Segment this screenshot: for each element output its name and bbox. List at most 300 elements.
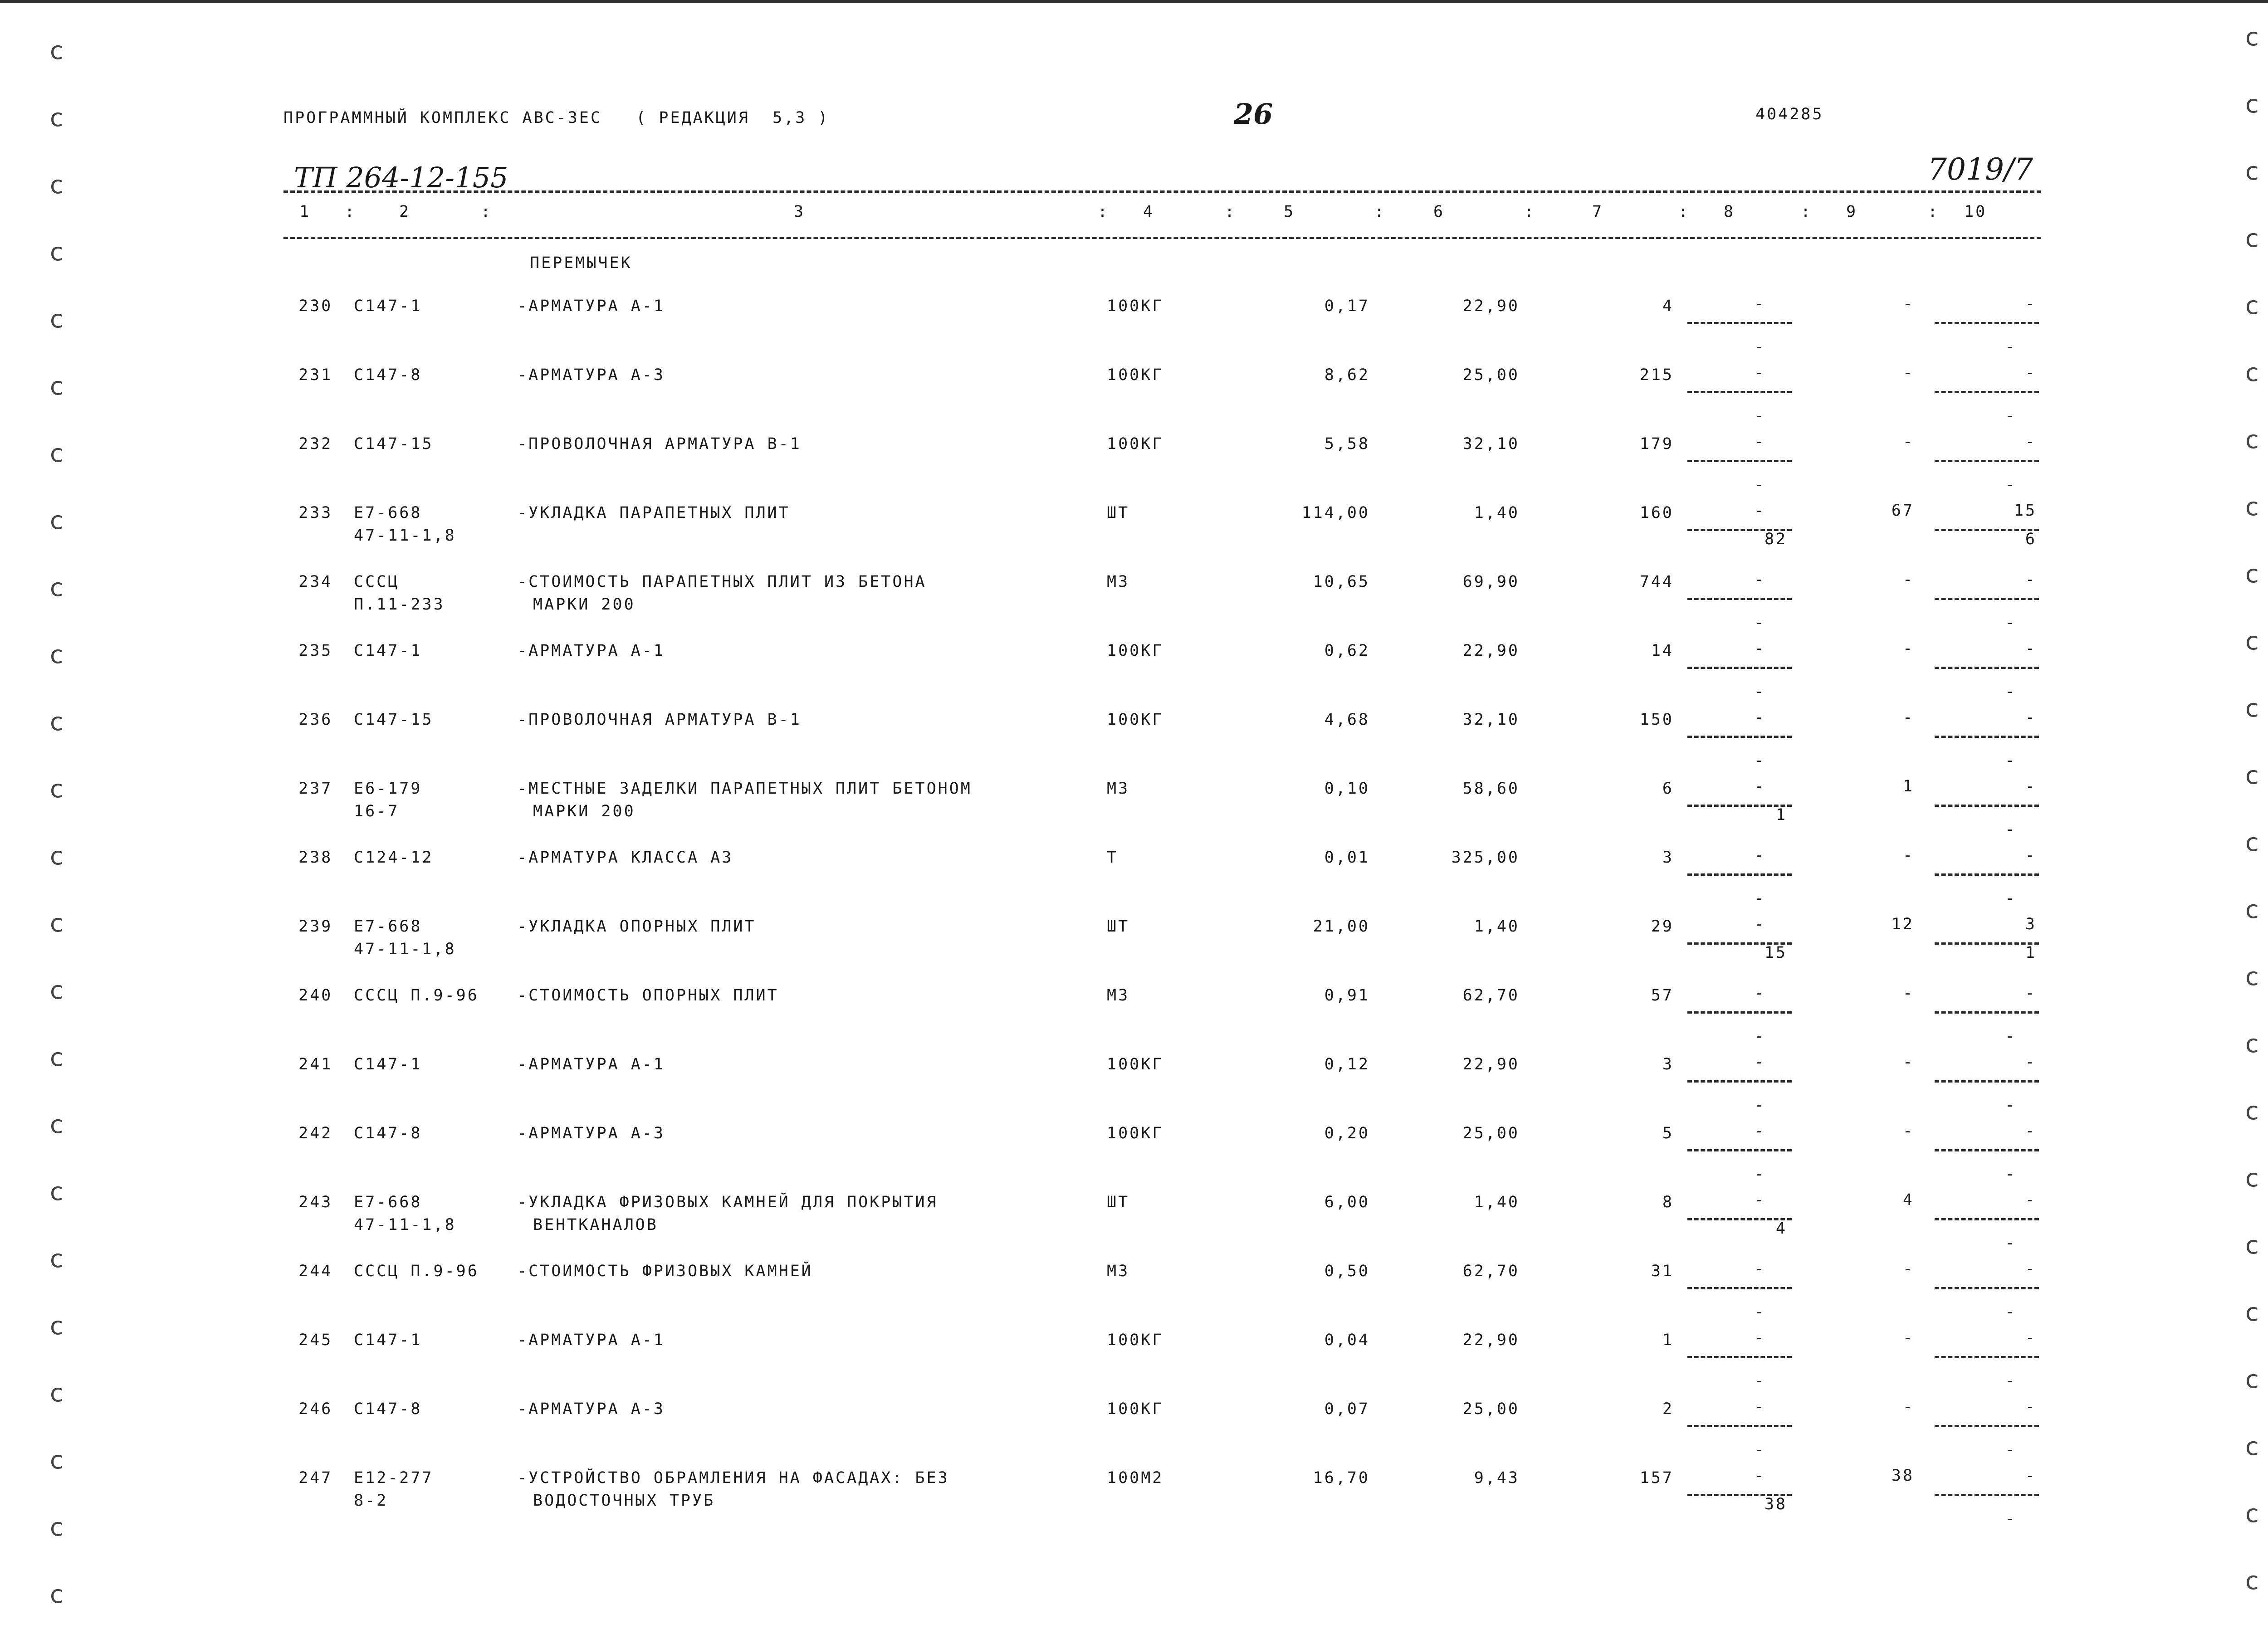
work-description: -ПРОВОЛОЧНАЯ АРМАТУРА В-1: [517, 435, 802, 453]
perforation-hole: с: [2245, 157, 2259, 185]
col10-rule: [1935, 1425, 2039, 1427]
total-cost: 29: [1651, 917, 1674, 936]
quantity: 16,70: [1313, 1469, 1370, 1487]
work-description: -УКЛАДКА ПАРАПЕТНЫХ ПЛИТ: [517, 504, 790, 522]
quantity: 0,91: [1324, 986, 1370, 1005]
col10-dash: -: [2005, 1510, 2017, 1528]
quantity: 8,62: [1324, 366, 1370, 384]
col8-value: -: [1755, 1122, 1766, 1140]
col10-dash: -: [2005, 476, 2017, 494]
rate-code: С147-15: [354, 711, 434, 729]
row-number: 232: [298, 435, 333, 453]
rate-code: С147-8: [354, 1400, 422, 1418]
col8-dash: -: [1755, 407, 1766, 425]
col10-dash: -: [2005, 1165, 2017, 1183]
col10-value: -: [2025, 433, 2037, 451]
col10-rule: [1935, 1287, 2039, 1289]
col10-bottom-value: 1: [2025, 944, 2037, 962]
paper-top-edge: [0, 0, 2268, 9]
total-cost: 3: [1662, 1055, 1674, 1073]
unit-price: 69,90: [1462, 573, 1520, 591]
unit: М3: [1107, 1262, 1130, 1280]
row-number: 239: [298, 917, 333, 936]
work-description-line2: МАРКИ 200: [533, 595, 635, 614]
row-number: 240: [298, 986, 333, 1005]
perforation-hole: с: [50, 1177, 64, 1206]
perforation-hole: с: [2245, 694, 2259, 722]
handwritten-sheet-number: 7019/7: [1928, 152, 2033, 187]
perforation-hole: с: [2245, 1029, 2259, 1058]
col10-dash: -: [2005, 683, 2017, 701]
col8-value: -: [1755, 984, 1766, 1002]
column-header-7: 7: [1592, 203, 1604, 221]
col10-dash: -: [2005, 1303, 2017, 1321]
perforation-hole: с: [50, 506, 64, 535]
unit: 100КГ: [1107, 1331, 1164, 1349]
col8-dash: -: [1755, 1303, 1766, 1321]
col10-dash: -: [2005, 338, 2017, 356]
rate-code-line2: 16-7: [354, 802, 400, 820]
perforation-hole: с: [50, 1580, 64, 1609]
perforation-hole: с: [50, 439, 64, 468]
col8-rule: [1687, 736, 1792, 738]
total-cost: 8: [1662, 1193, 1674, 1211]
total-cost: 5: [1662, 1124, 1674, 1142]
total-cost: 3: [1662, 849, 1674, 867]
perforation-hole: с: [2245, 962, 2259, 991]
work-description-line2: МАРКИ 200: [533, 802, 635, 820]
col10-dash: -: [2005, 1372, 2017, 1390]
section-title: ПЕРЕМЫЧЕК: [530, 254, 632, 272]
perforation-hole: с: [2245, 224, 2259, 253]
quantity: 5,58: [1324, 435, 1370, 453]
col8-value: -: [1755, 708, 1766, 727]
unit-price: 25,00: [1462, 1124, 1520, 1142]
col8-dash: -: [1755, 1096, 1766, 1114]
unit-price: 62,70: [1462, 1262, 1520, 1280]
work-description-line2: ВЕНТКАНАЛОВ: [533, 1216, 658, 1234]
work-description: -СТОИМОСТЬ ОПОРНЫХ ПЛИТ: [517, 986, 779, 1005]
unit: Т: [1107, 849, 1119, 867]
quantity: 0,04: [1324, 1331, 1370, 1349]
work-description: -АРМАТУРА А-1: [517, 642, 665, 660]
col10-value: -: [2025, 1329, 2037, 1347]
col9-value: -: [1902, 708, 1914, 727]
col10-value: -: [2025, 1053, 2037, 1071]
col10-dash: -: [2005, 407, 2017, 425]
row-number: 235: [298, 642, 333, 660]
unit-price: 22,90: [1462, 642, 1520, 660]
col8-value: -: [1755, 1329, 1766, 1347]
perforation-hole: с: [2245, 828, 2259, 857]
work-description: -СТОИМОСТЬ ФРИЗОВЫХ КАМНЕЙ: [517, 1262, 813, 1280]
total-cost: 31: [1651, 1262, 1674, 1280]
col8-dash: -: [1755, 889, 1766, 907]
col10-rule: [1935, 1218, 2039, 1220]
work-description-line2: ВОДОСТОЧНЫХ ТРУБ: [533, 1492, 715, 1510]
row-number: 236: [298, 711, 333, 729]
col10-rule: [1935, 805, 2039, 807]
col10-value: 3: [2025, 915, 2037, 933]
work-description: -АРМАТУРА А-3: [517, 366, 665, 384]
total-cost: 160: [1639, 504, 1674, 522]
perforation-hole: с: [2245, 1298, 2259, 1327]
row-number: 230: [298, 297, 333, 315]
col10-dash: -: [2005, 614, 2017, 632]
rate-code-line2: 47-11-1,8: [354, 527, 456, 545]
total-cost: 215: [1639, 366, 1674, 384]
unit-price: 1,40: [1474, 917, 1520, 936]
col8-value: -: [1755, 846, 1766, 864]
perforation-hole: с: [50, 1043, 64, 1072]
col8-rule: [1687, 1356, 1792, 1358]
col10-rule: [1935, 1080, 2039, 1083]
col8-dash: -: [1755, 338, 1766, 356]
column-separator: :: [345, 203, 357, 221]
unit: ШТ: [1107, 917, 1130, 936]
col8-value: -: [1755, 915, 1766, 933]
col8-dash: -: [1755, 476, 1766, 494]
perforation-hole: с: [50, 1110, 64, 1139]
total-cost: 744: [1639, 573, 1674, 591]
rate-code: С124-12: [354, 849, 434, 867]
unit-price: 22,90: [1462, 1331, 1520, 1349]
work-description: -УКЛАДКА ФРИЗОВЫХ КАМНЕЙ ДЛЯ ПОКРЫТИЯ: [517, 1193, 938, 1211]
work-description: -АРМАТУРА А-3: [517, 1400, 665, 1418]
col9-value: -: [1902, 639, 1914, 658]
col10-value: -: [2025, 639, 2037, 658]
unit-price: 25,00: [1462, 1400, 1520, 1418]
total-cost: 6: [1662, 780, 1674, 798]
col9-value: -: [1902, 984, 1914, 1002]
col10-rule: [1935, 1011, 2039, 1014]
unit: ШТ: [1107, 1193, 1130, 1211]
col10-bottom-value: 6: [2025, 530, 2037, 548]
col9-value: -: [1902, 433, 1914, 451]
col8-dash: -: [1755, 1441, 1766, 1459]
col10-value: -: [2025, 1260, 2037, 1278]
work-description: -УСТРОЙСТВО ОБРАМЛЕНИЯ НА ФАСАДАХ: БЕЗ: [517, 1469, 949, 1487]
column-header-6: 6: [1433, 203, 1445, 221]
rate-code: Е7-668: [354, 504, 422, 522]
perforation-hole: с: [50, 707, 64, 736]
col8-bottom-value: 1: [1775, 806, 1787, 824]
col10-dash: -: [2005, 751, 2017, 770]
col8-dash: -: [1755, 1372, 1766, 1390]
col10-dash: -: [2005, 1441, 2017, 1459]
col9-value: -: [1902, 295, 1914, 313]
col10-value: -: [2025, 571, 2037, 589]
col8-rule: [1687, 460, 1792, 462]
perforation-hole: с: [50, 976, 64, 1005]
col8-value: -: [1755, 1467, 1766, 1485]
perforation-hole: с: [2245, 1164, 2259, 1192]
perforation-hole: с: [2245, 1365, 2259, 1394]
unit-price: 32,10: [1462, 435, 1520, 453]
col8-value: -: [1755, 1053, 1766, 1071]
col8-dash: -: [1755, 1027, 1766, 1045]
col9-value: 12: [1891, 915, 1914, 933]
quantity: 10,65: [1313, 573, 1370, 591]
perforation-hole: с: [50, 305, 64, 333]
quantity: 4,68: [1324, 711, 1370, 729]
col10-dash: -: [2005, 1027, 2017, 1045]
col10-rule: [1935, 736, 2039, 738]
unit: М3: [1107, 986, 1130, 1005]
col8-dash: -: [1755, 683, 1766, 701]
total-cost: 150: [1639, 711, 1674, 729]
perforation-hole: с: [2245, 1499, 2259, 1528]
unit: 100КГ: [1107, 1124, 1164, 1142]
unit-price: 9,43: [1474, 1469, 1520, 1487]
row-number: 234: [298, 573, 333, 591]
quantity: 0,50: [1324, 1262, 1370, 1280]
col8-dash: -: [1755, 614, 1766, 632]
row-number: 241: [298, 1055, 333, 1073]
unit-price: 325,00: [1451, 849, 1520, 867]
rate-code: С147-1: [354, 297, 422, 315]
col10-rule: [1935, 322, 2039, 324]
col10-value: -: [2025, 984, 2037, 1002]
col8-value: -: [1755, 433, 1766, 451]
col8-bottom-value: 38: [1764, 1495, 1787, 1513]
row-number: 231: [298, 366, 333, 384]
col8-bottom-value: 82: [1764, 530, 1787, 548]
col8-rule: [1687, 1080, 1792, 1083]
quantity: 0,10: [1324, 780, 1370, 798]
column-separator: :: [1801, 203, 1813, 221]
col8-rule: [1687, 1011, 1792, 1014]
column-separator: :: [481, 203, 493, 221]
unit-price: 1,40: [1474, 1193, 1520, 1211]
column-header-1: 1: [299, 203, 311, 221]
perforation-hole: с: [2245, 1566, 2259, 1595]
col8-value: -: [1755, 295, 1766, 313]
col10-rule: [1935, 598, 2039, 600]
col9-value: -: [1902, 1053, 1914, 1071]
col10-value: -: [2025, 1122, 2037, 1140]
col9-value: 38: [1891, 1467, 1914, 1485]
col8-value: -: [1755, 364, 1766, 382]
program-title: ПРОГРАММНЫЙ КОМПЛЕКС АВС-3ЕС ( РЕДАКЦИЯ 5,3 ): [284, 109, 830, 127]
rate-code-line2: 47-11-1,8: [354, 1216, 456, 1234]
unit: 100КГ: [1107, 297, 1164, 315]
work-description: -АРМАТУРА А-1: [517, 1055, 665, 1073]
perforation-hole: с: [2245, 895, 2259, 924]
work-description: -АРМАТУРА А-1: [517, 1331, 665, 1349]
unit-price: 32,10: [1462, 711, 1520, 729]
col10-value: -: [2025, 1467, 2037, 1485]
column-separator: :: [1098, 203, 1110, 221]
col8-rule: [1687, 667, 1792, 669]
col8-value: -: [1755, 571, 1766, 589]
perforation-hole: с: [50, 171, 64, 199]
column-separator: :: [1928, 203, 1940, 221]
unit-price: 62,70: [1462, 986, 1520, 1005]
rate-code: С147-1: [354, 642, 422, 660]
work-description: -ПРОВОЛОЧНАЯ АРМАТУРА В-1: [517, 711, 802, 729]
rate-code: Е7-668: [354, 917, 422, 936]
perforation-hole: с: [50, 1513, 64, 1541]
perforation-hole: с: [50, 909, 64, 937]
row-number: 238: [298, 849, 333, 867]
total-cost: 1: [1662, 1331, 1674, 1349]
col10-rule: [1935, 1356, 2039, 1358]
col10-value: -: [2025, 295, 2037, 313]
unit-price: 22,90: [1462, 297, 1520, 315]
col8-value: -: [1755, 1398, 1766, 1416]
rate-code: СССЦ П.9-96: [354, 986, 479, 1005]
col8-value: -: [1755, 1260, 1766, 1278]
total-cost: 2: [1662, 1400, 1674, 1418]
row-number: 245: [298, 1331, 333, 1349]
perforation-hole: с: [50, 1312, 64, 1340]
column-header-3: 3: [794, 203, 806, 221]
col8-rule: [1687, 598, 1792, 600]
handwritten-project-number: ТП 264-12-155: [294, 161, 508, 194]
unit: 100КГ: [1107, 366, 1164, 384]
rate-code: Е7-668: [354, 1193, 422, 1211]
col9-value: -: [1902, 364, 1914, 382]
unit: ШТ: [1107, 504, 1130, 522]
col8-value: -: [1755, 777, 1766, 795]
column-header-10: 10: [1964, 203, 1987, 221]
quantity: 0,62: [1324, 642, 1370, 660]
unit: 100КГ: [1107, 1400, 1164, 1418]
col10-rule: [1935, 873, 2039, 876]
quantity: 114,00: [1301, 504, 1370, 522]
unit: М3: [1107, 780, 1130, 798]
rate-code: СССЦ П.9-96: [354, 1262, 479, 1280]
col9-value: -: [1902, 1398, 1914, 1416]
column-separator: :: [1374, 203, 1386, 221]
perforation-hole: с: [2245, 291, 2259, 320]
perforation-hole: с: [2245, 1097, 2259, 1125]
col10-rule: [1935, 460, 2039, 462]
perforation-hole: с: [50, 238, 64, 266]
col10-dash: -: [2005, 1234, 2017, 1252]
row-number: 247: [298, 1469, 333, 1487]
col8-value: -: [1755, 502, 1766, 520]
row-number: 244: [298, 1262, 333, 1280]
rate-code: Е6-179: [354, 780, 422, 798]
quantity: 0,17: [1324, 297, 1370, 315]
column-header-5: 5: [1284, 203, 1295, 221]
column-separator: :: [1678, 203, 1690, 221]
header-rule-bottom: [284, 237, 2041, 239]
col10-value: -: [2025, 1191, 2037, 1209]
perforation-hole: с: [50, 372, 64, 400]
col10-value: 15: [2014, 502, 2037, 520]
perforation-hole: с: [2245, 90, 2259, 118]
perforation-hole: с: [50, 842, 64, 870]
unit: 100КГ: [1107, 1055, 1164, 1073]
col8-bottom-value: 4: [1775, 1219, 1787, 1238]
col9-value: 1: [1902, 777, 1914, 795]
rate-code: С147-8: [354, 1124, 422, 1142]
col10-dash: -: [2005, 889, 2017, 907]
work-description: -МЕСТНЫЕ ЗАДЕЛКИ ПАРАПЕТНЫХ ПЛИТ БЕТОНОМ: [517, 780, 972, 798]
col10-rule: [1935, 667, 2039, 669]
row-number: 233: [298, 504, 333, 522]
row-number: 246: [298, 1400, 333, 1418]
perforation-hole: с: [50, 1244, 64, 1273]
col9-value: 4: [1902, 1191, 1914, 1209]
rate-code: Е12-277: [354, 1469, 434, 1487]
col10-value: -: [2025, 708, 2037, 727]
perforation-hole: с: [50, 573, 64, 602]
unit-price: 22,90: [1462, 1055, 1520, 1073]
col10-rule: [1935, 1494, 2039, 1496]
quantity: 0,01: [1324, 849, 1370, 867]
rate-code: С147-8: [354, 366, 422, 384]
col8-dash: -: [1755, 1165, 1766, 1183]
total-cost: 179: [1639, 435, 1674, 453]
row-number: 242: [298, 1124, 333, 1142]
rate-code: СССЦ: [354, 573, 400, 591]
rate-code-line2: 8-2: [354, 1492, 388, 1510]
rate-code: С147-15: [354, 435, 434, 453]
perforation-hole: с: [50, 103, 64, 132]
col10-rule: [1935, 1149, 2039, 1151]
col8-rule: [1687, 873, 1792, 876]
perforation-hole: с: [50, 775, 64, 803]
unit: 100КГ: [1107, 711, 1164, 729]
column-header-2: 2: [399, 203, 411, 221]
col8-bottom-value: 15: [1764, 944, 1787, 962]
col8-rule: [1687, 391, 1792, 393]
perforation-hole: с: [2245, 560, 2259, 588]
perforation-hole: с: [2245, 493, 2259, 521]
unit: 100КГ: [1107, 435, 1164, 453]
header-rule-top: [284, 190, 2041, 193]
total-cost: 4: [1662, 297, 1674, 315]
quantity: 6,00: [1324, 1193, 1370, 1211]
col8-rule: [1687, 1149, 1792, 1151]
col10-value: -: [2025, 777, 2037, 795]
col8-value: -: [1755, 639, 1766, 658]
column-separator: :: [1225, 203, 1237, 221]
col10-value: -: [2025, 846, 2037, 864]
perforation-hole: с: [50, 1379, 64, 1407]
row-number: 237: [298, 780, 333, 798]
quantity: 0,12: [1324, 1055, 1370, 1073]
col10-value: -: [2025, 1398, 2037, 1416]
unit-price: 25,00: [1462, 366, 1520, 384]
quantity: 0,07: [1324, 1400, 1370, 1418]
perforation-hole: с: [2245, 761, 2259, 790]
col10-dash: -: [2005, 820, 2017, 839]
col8-dash: -: [1755, 751, 1766, 770]
unit: 100КГ: [1107, 642, 1164, 660]
rate-code-line2: 47-11-1,8: [354, 940, 456, 958]
perforation-hole: с: [50, 640, 64, 669]
col8-rule: [1687, 322, 1792, 324]
perforation-hole: с: [2245, 425, 2259, 454]
unit: 100М2: [1107, 1469, 1164, 1487]
work-description: -АРМАТУРА А-1: [517, 297, 665, 315]
col10-dash: -: [2005, 1096, 2017, 1114]
work-description: -СТОИМОСТЬ ПАРАПЕТНЫХ ПЛИТ ИЗ БЕТОНА: [517, 573, 927, 591]
work-description: -АРМАТУРА А-3: [517, 1124, 665, 1142]
row-number: 243: [298, 1193, 333, 1211]
col9-value: 67: [1891, 502, 1914, 520]
col9-value: -: [1902, 1122, 1914, 1140]
col9-value: -: [1902, 1260, 1914, 1278]
column-separator: :: [1524, 203, 1536, 221]
perforation-hole: с: [50, 36, 64, 65]
perforation-hole: с: [50, 1446, 64, 1474]
